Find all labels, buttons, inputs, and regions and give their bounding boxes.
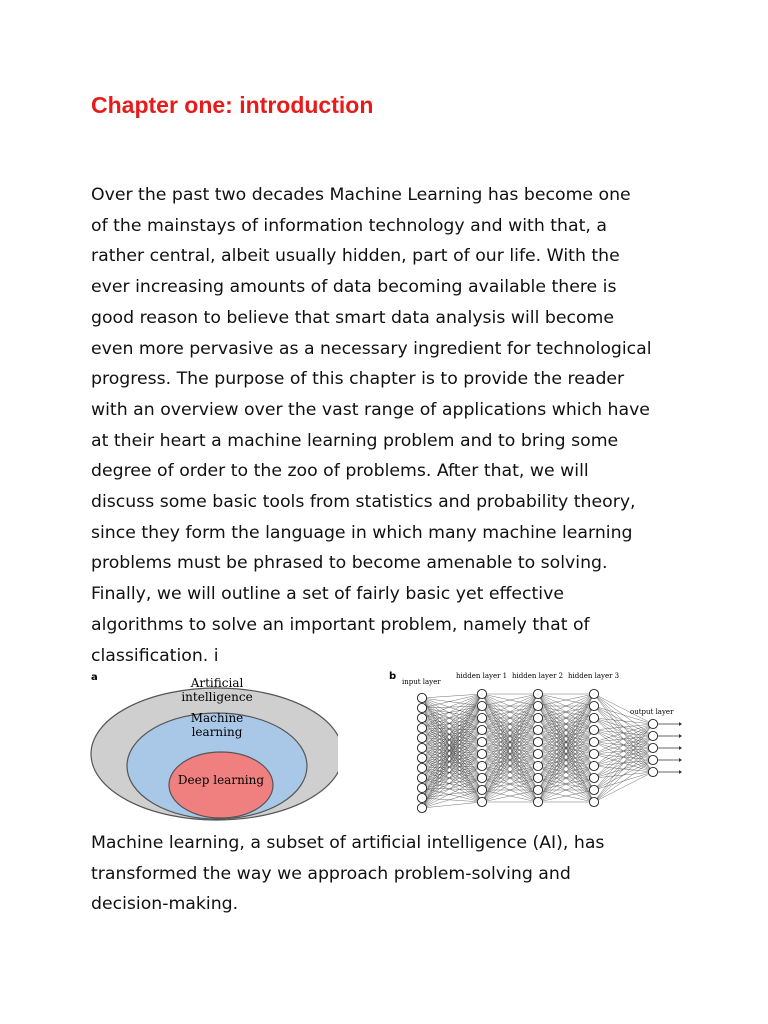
neuron xyxy=(533,773,542,782)
neuron xyxy=(417,773,426,782)
neuron xyxy=(589,713,598,722)
connection xyxy=(594,736,653,802)
output-arrowhead xyxy=(679,722,682,726)
neural-network-diagram xyxy=(388,668,688,824)
neuron xyxy=(477,797,486,806)
neuron xyxy=(533,737,542,746)
connection xyxy=(594,772,653,802)
neuron xyxy=(533,761,542,770)
intro-line: progress. The purpose of this chapter is to provide the reader xyxy=(91,369,625,390)
neuron xyxy=(417,803,426,812)
connection xyxy=(422,766,482,808)
output-layer-label: output layer xyxy=(630,708,674,716)
neuron xyxy=(589,797,598,806)
ml-label-line2: learning xyxy=(191,725,243,739)
connection xyxy=(594,760,653,802)
connection xyxy=(594,724,653,730)
neuron xyxy=(477,689,486,698)
connection xyxy=(594,724,653,754)
connection xyxy=(594,724,653,766)
intro-line: degree of order to the zoo of problems. After that, we will xyxy=(91,461,589,482)
connection xyxy=(594,724,653,742)
output-arrowhead xyxy=(679,758,682,762)
neuron xyxy=(477,773,486,782)
intro-line: rather central, albeit usually hidden, part of our life. With the xyxy=(91,246,620,267)
neuron xyxy=(589,761,598,770)
neuron xyxy=(417,763,426,772)
intro-line: ever increasing amounts of data becoming available there is xyxy=(91,277,617,298)
neuron xyxy=(589,701,598,710)
neuron xyxy=(533,701,542,710)
neuron xyxy=(589,749,598,758)
connection xyxy=(594,748,653,802)
neuron xyxy=(648,755,657,764)
intro-line: Finally, we will outline a set of fairly basic yet effective xyxy=(91,584,564,605)
neuron xyxy=(589,725,598,734)
closing-line: Machine learning, a subset of artificial intelligence (AI), has xyxy=(91,833,605,853)
neuron xyxy=(417,713,426,722)
neuron xyxy=(589,737,598,746)
closing-paragraph xyxy=(91,828,691,920)
neuron xyxy=(533,785,542,794)
neuron xyxy=(533,725,542,734)
neuron xyxy=(589,773,598,782)
neuron xyxy=(477,749,486,758)
neuron xyxy=(417,723,426,732)
neuron xyxy=(648,731,657,740)
neuron xyxy=(417,783,426,792)
ai-label-line2: intelligence xyxy=(181,690,253,704)
intro-line: of the mainstays of information technology and with that, a xyxy=(91,215,607,236)
connection xyxy=(422,802,482,808)
intro-line: since they form the language in which many machine learning xyxy=(91,522,633,543)
neuron xyxy=(477,725,486,734)
connection xyxy=(594,724,653,778)
neuron xyxy=(417,753,426,762)
intro-line: Over the past two decades Machine Learning has become one xyxy=(91,185,631,205)
neuron xyxy=(477,737,486,746)
neuron xyxy=(417,793,426,802)
ml-label-line1: Machine xyxy=(190,711,244,725)
intro-line: even more pervasive as a necessary ingredient for technological xyxy=(91,338,652,359)
neuron xyxy=(417,733,426,742)
ai-ml-dl-venn-diagram xyxy=(88,670,338,822)
neuron xyxy=(477,701,486,710)
connection xyxy=(594,724,653,802)
neuron xyxy=(648,767,657,776)
neuron xyxy=(417,703,426,712)
neuron xyxy=(477,785,486,794)
panel-label-a: a xyxy=(91,672,98,683)
output-arrowhead xyxy=(679,770,682,774)
intro-paragraph xyxy=(91,180,691,671)
neuron xyxy=(648,743,657,752)
panel-label-b: b xyxy=(389,671,397,682)
neuron xyxy=(533,713,542,722)
connection xyxy=(594,724,653,790)
neuron xyxy=(417,743,426,752)
dl-label: Deep learning xyxy=(177,773,265,787)
neuron xyxy=(589,689,598,698)
connection xyxy=(422,766,482,788)
hidden-layer-1-label: hidden layer 1 xyxy=(456,672,508,680)
connection xyxy=(422,758,482,802)
intro-line: discuss some basic tools from statistics and probability theory, xyxy=(91,492,636,513)
neuron xyxy=(533,749,542,758)
intro-line: classification. i xyxy=(91,645,219,666)
neuron xyxy=(648,719,657,728)
intro-line: problems must be phrased to become amenable to solving. xyxy=(91,553,608,574)
output-arrowhead xyxy=(679,734,682,738)
hidden-layer-2-label: hidden layer 2 xyxy=(512,672,564,680)
intro-line: at their heart a machine learning problem and to bring some xyxy=(91,430,619,451)
chapter-heading: Chapter one: introduction xyxy=(91,92,374,118)
intro-line: good reason to believe that smart data analysis will become xyxy=(91,307,615,328)
neuron xyxy=(477,761,486,770)
closing-line: transformed the way we approach problem-solving and xyxy=(91,863,571,884)
connection xyxy=(594,718,653,724)
hidden-layer-3-label: hidden layer 3 xyxy=(568,672,620,680)
neuron xyxy=(533,689,542,698)
closing-line: decision-making. xyxy=(91,894,239,915)
output-arrowhead xyxy=(679,746,682,750)
intro-line: with an overview over the vast range of applications which have xyxy=(91,399,650,420)
neuron xyxy=(533,797,542,806)
neuron xyxy=(417,693,426,702)
neuron xyxy=(589,785,598,794)
input-layer-label: input layer xyxy=(402,678,441,686)
intro-line: algorithms to solve an important problem, namely that of xyxy=(91,614,590,635)
neuron xyxy=(477,713,486,722)
connection xyxy=(422,718,482,748)
ai-label-line1: Artificial xyxy=(190,676,244,690)
